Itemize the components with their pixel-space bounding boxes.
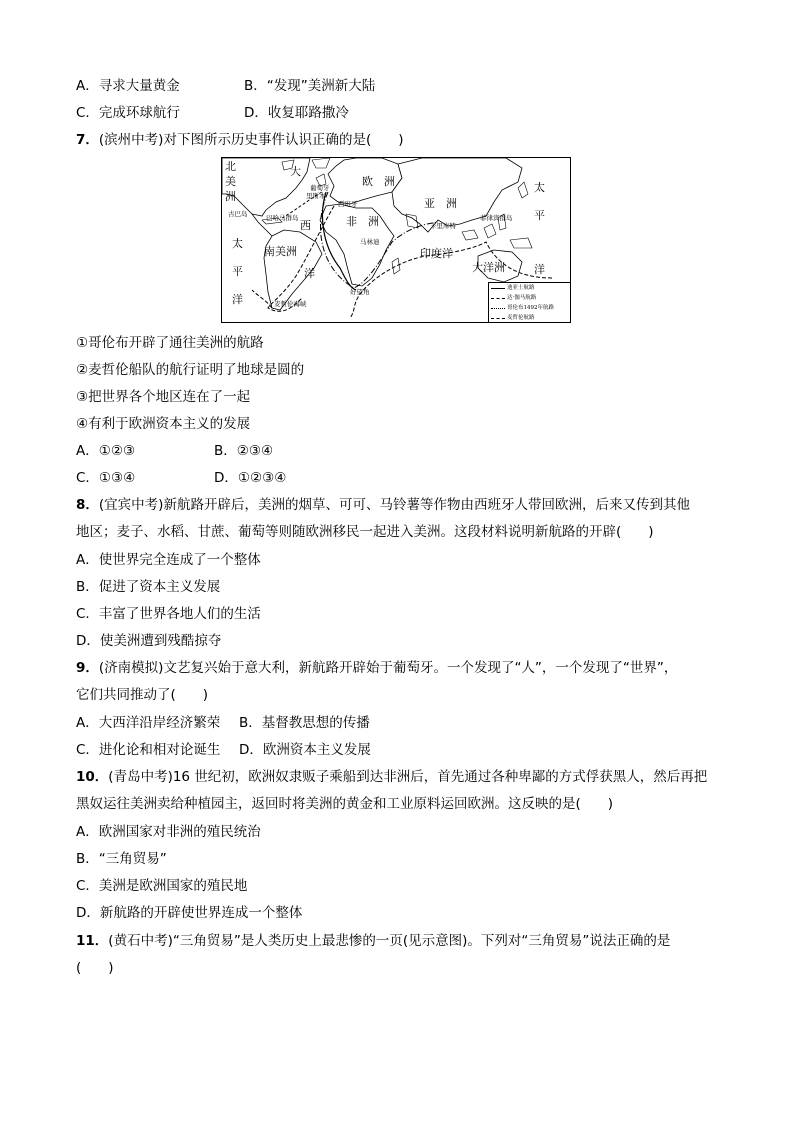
q9-text-1: (济南模拟)文艺复兴始于意大利，新航路开辟始于葡萄牙。一个发现了“人”，一个发现了“世界”， bbox=[98, 660, 678, 676]
q9-option-c[interactable]: C．进化论和相对论诞生 bbox=[76, 742, 221, 758]
q8-option-b[interactable]: B．促进了资本主义发展 bbox=[76, 579, 221, 595]
label-pacific-right-1: 太 bbox=[534, 181, 545, 194]
q7-option-c[interactable]: C．①③④ bbox=[76, 470, 136, 486]
label-pacific-right-3: 洋 bbox=[534, 263, 545, 276]
q6-option-c[interactable]: C．完成环球航行 bbox=[76, 105, 180, 121]
q10-text-1: (青岛中考)16 世纪初，欧洲奴隶贩子乘船到达非洲后，首先通过各种卑鄙的方式俘获黑人，然后再把 bbox=[108, 769, 708, 785]
q9-option-b[interactable]: B．基督教思想的传播 bbox=[239, 715, 370, 731]
q7-statement-3: ③把世界各个地区连在了一起 bbox=[76, 389, 251, 405]
q9-option-d[interactable]: D．欧洲资本主义发展 bbox=[239, 742, 371, 758]
q8-stem-line-1 bbox=[76, 496, 690, 514]
q7-statement-2: ②麦哲伦船队的航行证明了地球是圆的 bbox=[76, 362, 305, 378]
q9-stem-line-1 bbox=[76, 659, 677, 677]
label-atlantic-da: 大 bbox=[290, 165, 301, 178]
q10-stem-line-1 bbox=[76, 768, 707, 786]
q9-option-a[interactable]: A．大西洋沿岸经济繁荣 bbox=[76, 715, 221, 731]
legend-columbus bbox=[491, 304, 571, 313]
label-lisbon: 里斯本 bbox=[306, 192, 326, 200]
q7-number: 7． bbox=[76, 132, 99, 148]
q8-number: 8． bbox=[76, 497, 99, 513]
legend-dias-text: 迪亚士航路 bbox=[507, 285, 535, 291]
label-calicut: 卡里库特 bbox=[430, 222, 456, 230]
label-pacific-left-3: 洋 bbox=[232, 293, 243, 306]
q8-option-d[interactable]: D．使美洲遭到残酷掠夺 bbox=[76, 633, 222, 649]
q8-option-c[interactable]: C．丰富了世界各地人们的生活 bbox=[76, 606, 261, 622]
label-portugal: 葡萄牙 bbox=[310, 184, 330, 192]
q11-text-1: (黄石中考)“三角贸易”是人类历史上最悲惨的一页(见示意图)。下列对“三角贸易”说法正确的是 bbox=[108, 933, 671, 949]
label-pacific-left-2: 平 bbox=[232, 265, 243, 278]
q7-statement-4: ④有利于欧洲资本主义的发展 bbox=[76, 416, 251, 432]
q8-stem-line-2: 地区；麦子、水稻、甘蔗、葡萄等则随欧洲移民一起进入美洲。这段材料说明新航路的开辟( ) bbox=[76, 524, 654, 540]
q6-option-b[interactable]: B．“发现”美洲新大陆 bbox=[244, 78, 376, 94]
label-pacific-right-2: 平 bbox=[534, 209, 545, 222]
q6-option-d[interactable]: D．收复耶路撒冷 bbox=[244, 105, 349, 121]
legend-gama bbox=[491, 294, 571, 303]
label-malindi: 马林迪 bbox=[360, 238, 380, 246]
label-atlantic-yang: 洋 bbox=[304, 267, 315, 280]
label-oceania: 大洋洲 bbox=[472, 261, 505, 274]
label-spain: 西班牙 bbox=[338, 200, 358, 208]
label-cuba: 古巴岛 bbox=[228, 210, 248, 218]
legend-magellan-text: 麦哲伦航路 bbox=[507, 315, 535, 321]
q9-number: 9． bbox=[76, 660, 99, 676]
label-south-america: 南美洲 bbox=[264, 245, 297, 258]
label-africa: 非 洲 bbox=[346, 215, 379, 228]
map-legend bbox=[488, 282, 571, 323]
label-philippines: 菲律宾群岛 bbox=[480, 214, 513, 222]
q7-option-d[interactable]: D．①②③④ bbox=[214, 470, 287, 486]
label-north-america-1: 北 bbox=[225, 160, 236, 173]
q7-statement-1: ①哥伦布开辟了通往美洲的航路 bbox=[76, 335, 264, 351]
q9-stem-line-2: 它们共同推动了( ) bbox=[76, 687, 209, 703]
q11-stem-line-1 bbox=[76, 932, 670, 950]
q8-option-a[interactable]: A．使世界完全连成了一个整体 bbox=[76, 552, 261, 568]
q10-option-a[interactable]: A．欧洲国家对非洲的殖民统治 bbox=[76, 824, 261, 840]
label-europe: 欧 洲 bbox=[362, 175, 395, 188]
q8-text-1: (宜宾中考)新航路开辟后，美洲的烟草、可可、马铃薯等作物由西班牙人带回欧洲，后来又传到其他 bbox=[98, 497, 690, 513]
label-pacific-left-1: 太 bbox=[232, 237, 243, 250]
q10-option-d[interactable]: D．新航路的开辟使世界连成一个整体 bbox=[76, 905, 303, 921]
label-north-america-2: 美 bbox=[225, 175, 236, 188]
q11-number: 11． bbox=[76, 933, 109, 949]
q10-stem-line-2: 黑奴运往美洲卖给种植园主，返回时将美洲的黄金和工业原料运回欧洲。这反映的是( ) bbox=[76, 796, 614, 812]
q11-stem-line-2: ( ) bbox=[76, 960, 114, 976]
label-bahamas: 巴哈马群岛 bbox=[266, 214, 299, 222]
new-routes-map bbox=[221, 157, 571, 323]
label-magellan-strait: 麦哲伦海峡 bbox=[274, 300, 307, 308]
q7-text: (滨州中考)对下图所示历史事件认识正确的是( ) bbox=[98, 132, 404, 148]
label-atlantic-xi: 西 bbox=[300, 219, 311, 232]
label-asia: 亚 洲 bbox=[424, 197, 457, 210]
q10-option-b[interactable]: B．“三角贸易” bbox=[76, 851, 167, 867]
label-north-america-3: 洲 bbox=[225, 190, 236, 203]
q10-option-c[interactable]: C．美洲是欧洲国家的殖民地 bbox=[76, 878, 248, 894]
q7-stem bbox=[76, 131, 403, 149]
q6-option-a[interactable]: A．寻求大量黄金 bbox=[76, 78, 180, 94]
label-indian-ocean: 印度洋 bbox=[420, 247, 453, 260]
legend-magellan bbox=[491, 314, 571, 323]
legend-columbus-text: 哥伦布1492年航路 bbox=[507, 305, 554, 311]
q7-option-a[interactable]: A．①②③ bbox=[76, 443, 136, 459]
q10-number: 10． bbox=[76, 769, 109, 785]
label-cape-good-hope: 好望角 bbox=[350, 288, 370, 296]
legend-dias bbox=[491, 284, 571, 293]
legend-gama-text: 达·伽马航路 bbox=[507, 295, 537, 301]
q7-option-b[interactable]: B．②③④ bbox=[214, 443, 274, 459]
